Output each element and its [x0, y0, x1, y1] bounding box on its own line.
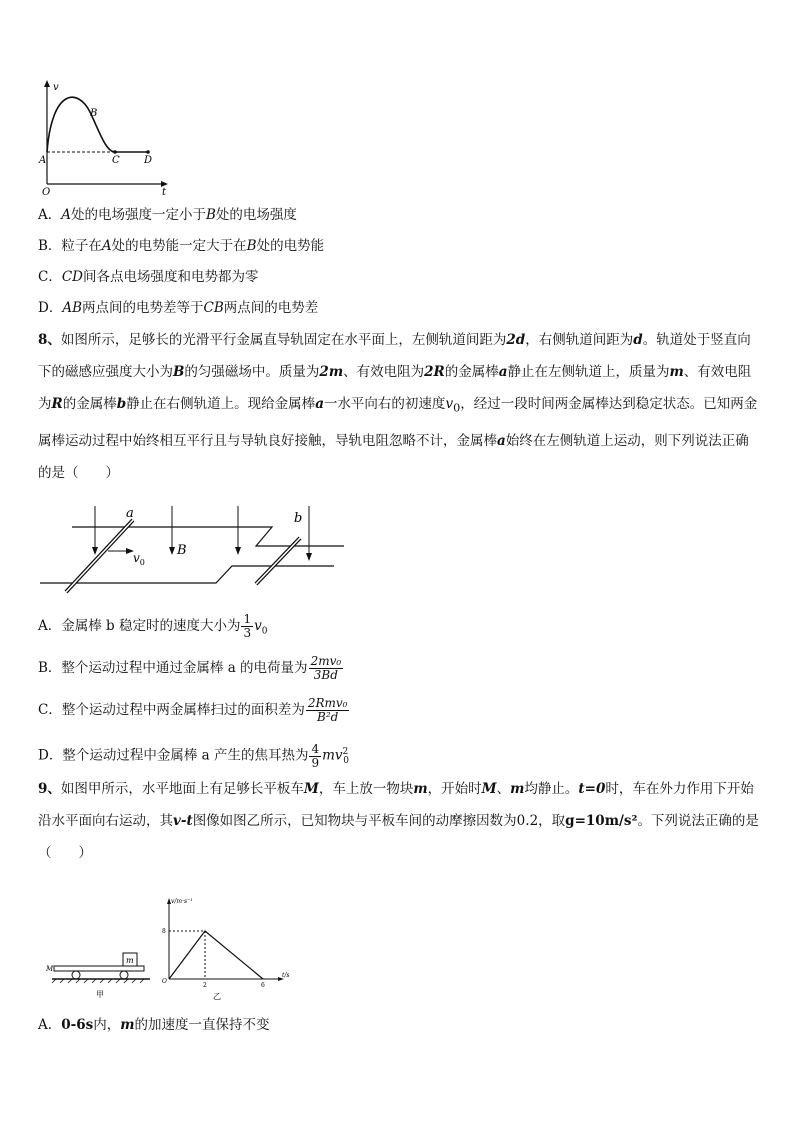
q9-tick-2: 2 [203, 982, 207, 989]
q9-stem: 9、如图甲所示，水平地面上有足够长平板车M，车上放一物块m，开始时M、m均静止。t=0时，车在外力作用下开始沿水平面向右运动，其v-t图像如图乙所示，已知物块与平板车间的动摩擦因数为0.2，取g=10m/s²。下列说法正确的是（ ） [38, 781, 759, 861]
q8-option-a-fraction: $\frac{1}{3}$ [243, 612, 252, 640]
q9-origin: O [162, 978, 167, 985]
q7-label-a: A [39, 155, 47, 166]
q9-label-M: M [46, 965, 54, 973]
q7-point-c [113, 150, 117, 154]
q9-vt-line [169, 931, 263, 979]
q8-stem: 8、如图所示，足够长的光滑平行金属直导轨固定在水平面上，左侧轨道间距为2d，右侧轨道间距为d。轨道处于竖直向下的磁感应强度大小为B的匀强磁场中。质量为2m、有效电阻为2R的金属棒a静止在左侧轨道上，质量为m、有效电阻为R的金属棒b静止在右侧轨道上。现给金属棒a一水平向右的初速度$v_0$，经过一段时间两金属棒达到稳定状态。已知两金属棒运动过程中始终相互平行且与导轨良好接触，导轨电阻忽略不计，金属棒a始终在左侧轨道上运动，则下列说法正确的是（ ） [38, 332, 758, 481]
q7-option-d: D．AB两点间的电势差等于CB两点间的电势差 [38, 300, 319, 316]
q8-option-b-fraction: $\frac{\text{2mv₀}}{3Bd}$ [310, 654, 342, 682]
q9-option-a: A．0-6s内，m的加速度一直保持不变 [38, 1017, 270, 1033]
q7-label-b: B [90, 108, 98, 119]
q8-label-field: B [177, 543, 187, 558]
q8-option-a: A．金属棒 b 稳定时的速度大小为 $\frac{1}{3}$ $v_0$ [38, 612, 268, 640]
q8-label-a: a [126, 506, 134, 521]
q8-field-arrowhead-1 [92, 547, 98, 555]
q9-x-axis-label: t/s [282, 972, 290, 979]
q8-field-arrowhead-3 [235, 547, 241, 555]
q9-wheel-left [72, 971, 80, 979]
q7-label-v: v [53, 82, 59, 93]
q7-label-o: O [42, 187, 51, 198]
q7-point-d [146, 150, 150, 154]
q9-wheel-right [120, 971, 128, 979]
q7-velocity-graph [30, 78, 180, 198]
q7-option-a: A．A处的电场强度一定小于B处的电场强度 [38, 207, 297, 223]
q9-tick-6: 6 [261, 982, 265, 989]
q7-option-b: B．粒子在A处的电势能一定大于在B处的电势能 [38, 238, 325, 254]
q8-option-c-fraction: $\frac{\text{2Rmv₀}}{\text{B²d}}$ [307, 696, 348, 724]
q8-rod-a-core [66, 520, 133, 592]
q9-label-m: m [126, 956, 134, 965]
q9-vt-graph [155, 895, 305, 1000]
q9-caption-yi: 乙 [213, 992, 221, 1000]
q8-option-d-fraction: $\frac{4}{9}$ [311, 741, 320, 770]
q8-rod-b-core [256, 538, 300, 584]
q8-label-v0: $v_0$ [133, 551, 145, 567]
q8-option-d: D．整个运动过程中金属棒 a 产生的焦耳热为 $\frac{4}{9}$ $mv^2_0$ [38, 741, 350, 770]
q7-curve [47, 97, 148, 152]
q9-cart-figure [46, 945, 156, 1005]
q9-y-axis-label: v/m·s⁻¹ [171, 898, 193, 905]
q7-v-arrow [44, 80, 50, 87]
q9-tick-8: 8 [162, 928, 166, 935]
q8-option-c: C．整个运动过程中两金属棒扫过的面积差为 $\frac{\text{2Rmv₀}}{\text{B²d}}$ [38, 696, 348, 724]
q7-label-t: t [162, 187, 167, 198]
q8-option-b: B．整个运动过程中通过金属棒 a 的电荷量为 $\frac{\text{2mv₀}}{3Bd}$ [38, 654, 342, 682]
q7-label-c: C [112, 155, 120, 166]
q7-label-d: D [144, 155, 153, 166]
q8-field-arrowhead-4 [306, 553, 312, 561]
q9-caption-jia: 甲 [96, 990, 104, 999]
q9-cart-board [54, 966, 144, 971]
q8-field-arrowhead-2 [169, 547, 175, 555]
q8-rails-figure [38, 500, 358, 595]
q8-label-b: b [294, 511, 303, 526]
q7-option-c: C．CD间各点电场强度和电势都为零 [38, 269, 259, 285]
